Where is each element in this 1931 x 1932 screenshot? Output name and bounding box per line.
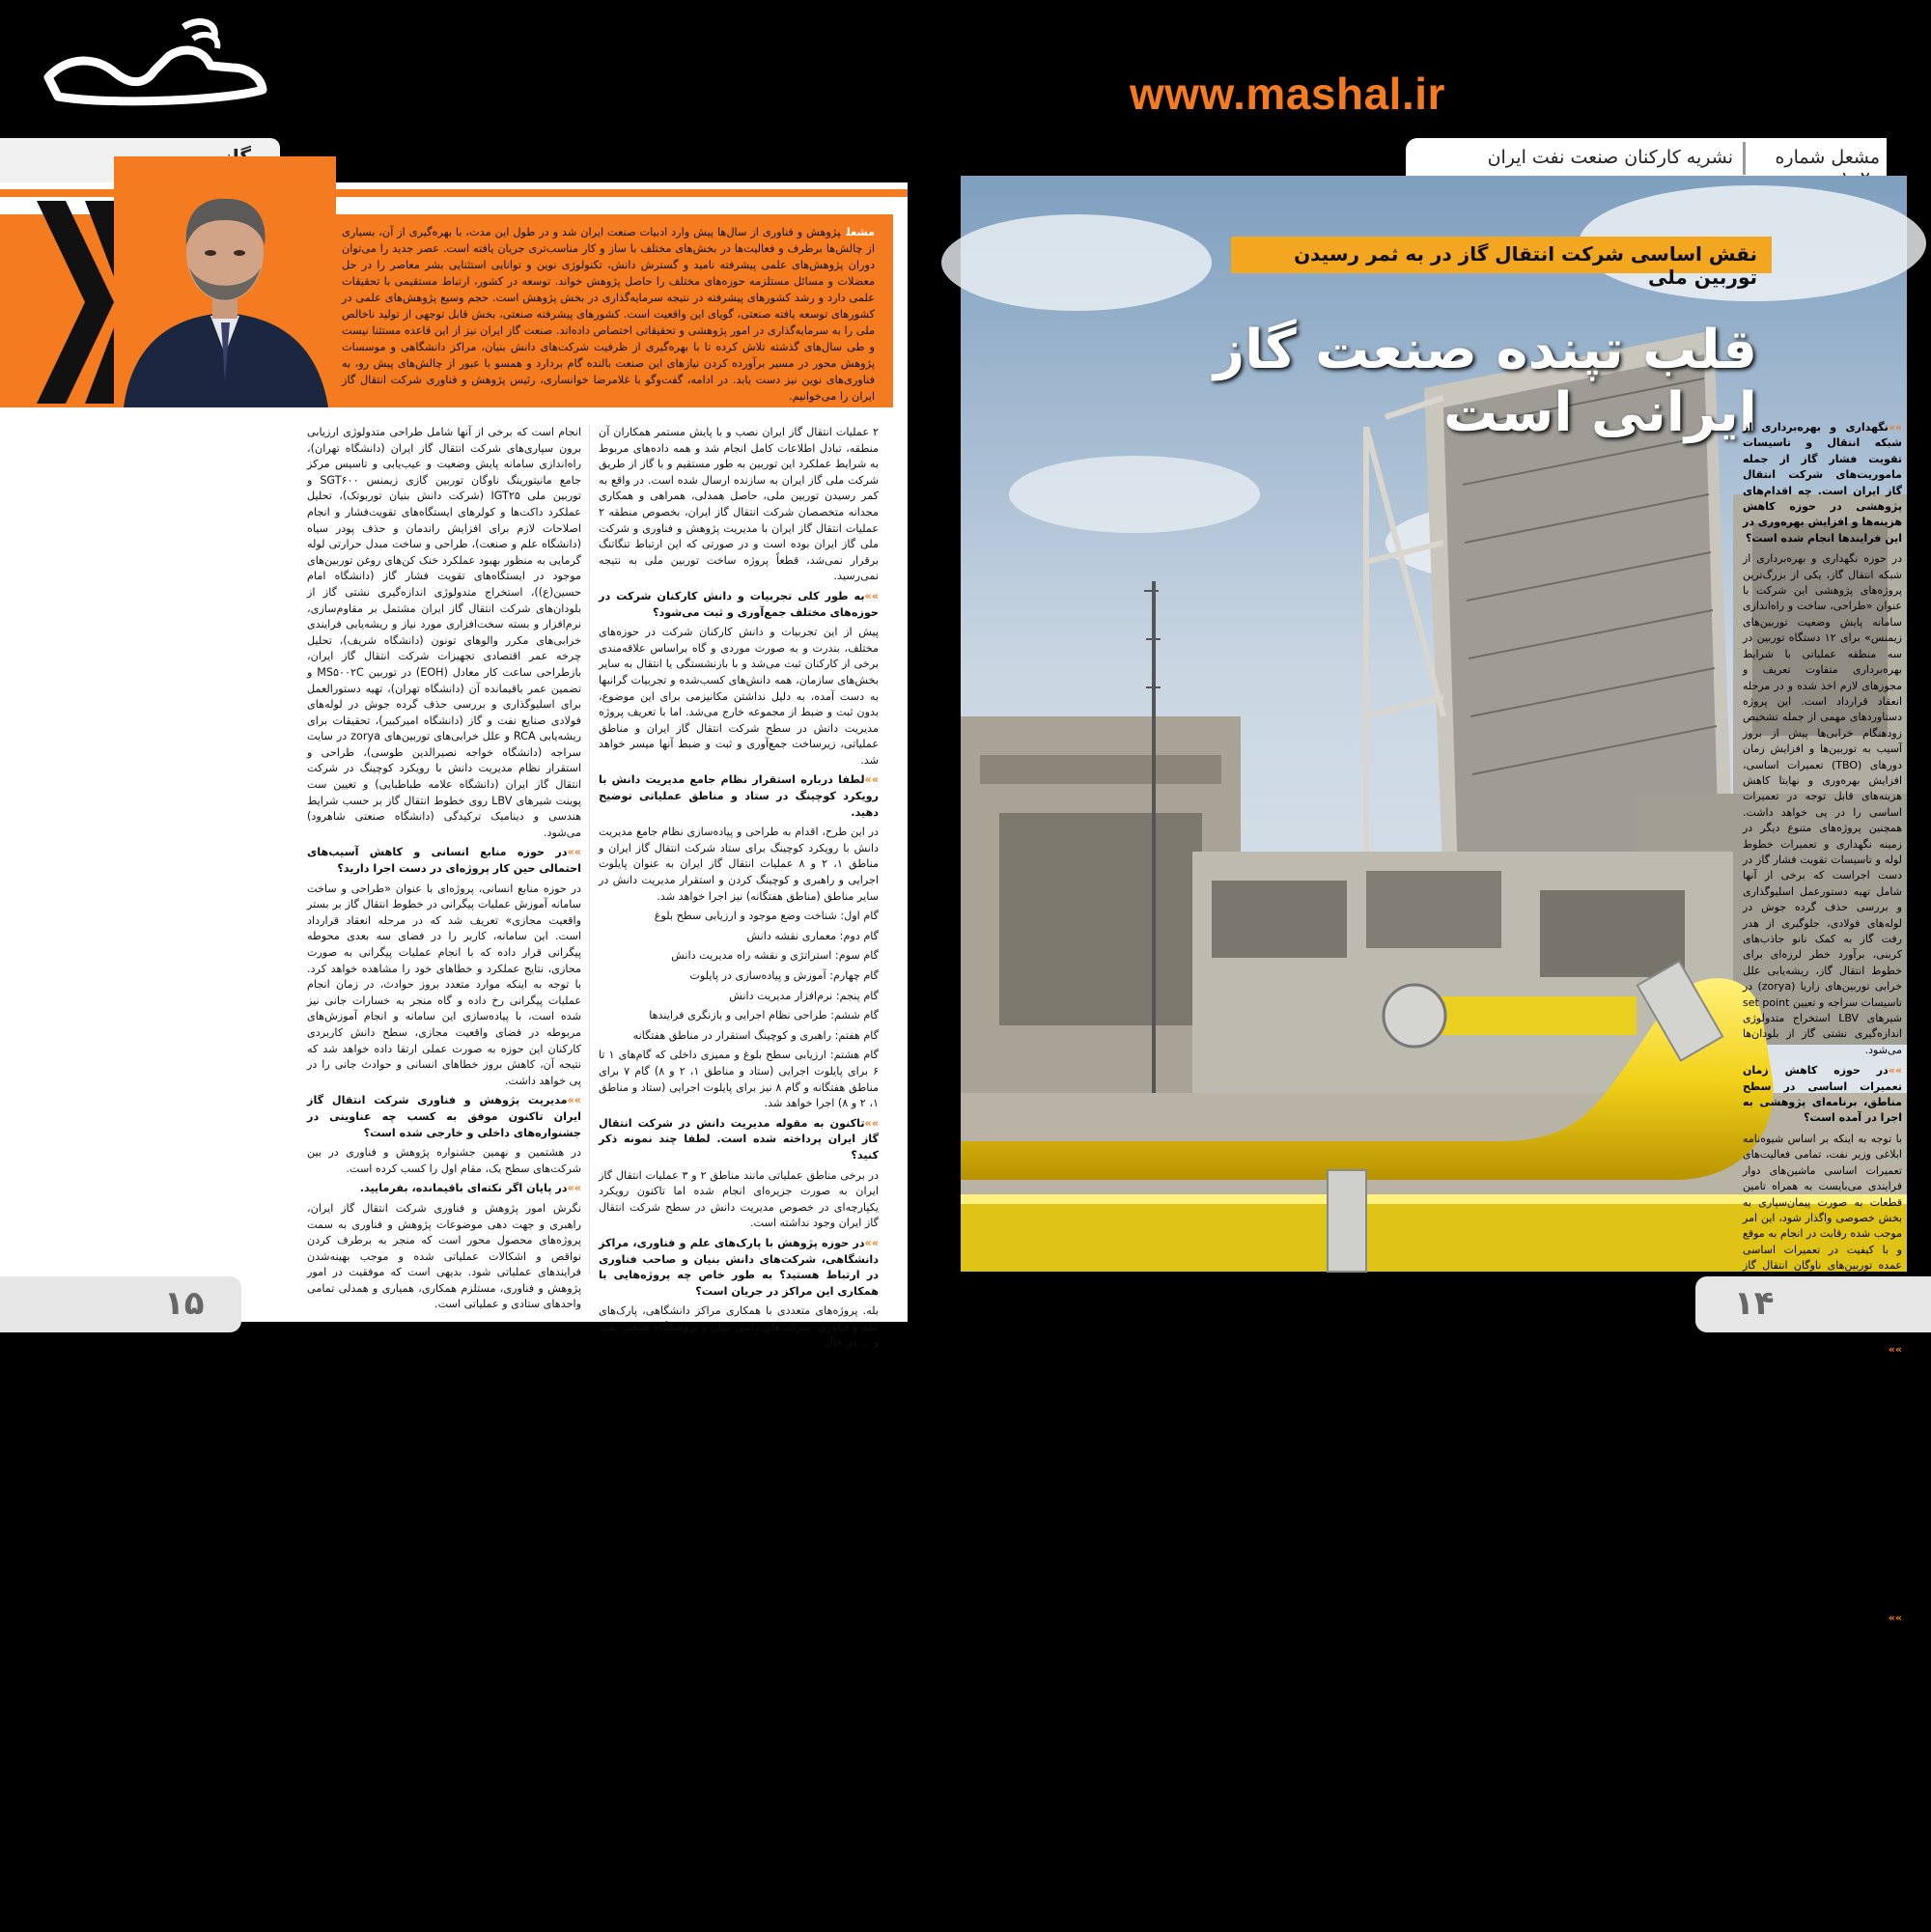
intro-lead: مشعل [846, 226, 875, 238]
left-footer-tab [0, 1276, 241, 1332]
body-paragraph: در برخی مناطق عملیاتی مانند مناطق ۲ و ۳ عملیات انتقال گاز ایران به صورت جزیره‌ای انجام شده اما تاکنون رویکرد یکپارچه‌ای در خصوص مدیریت دانش در سطح شرکت انتقال گاز ایران وجود نداشته است. [599, 1168, 879, 1230]
intro-body: پژوهش و فناوری از سال‌ها پیش وارد ادبیات صنعت ایران شد و در طول این مدت، با بهره‌گیری از آن، بسیاری از چالش‌ها برطرف و فعالیت‌ها در بخش‌های مختلف با ساز و کار مناسب‌تری جریان یافته است. عصر جدید را می‌توان دوران پژوهش‌های علمی پیشرفته نامید و گسترش دانش، تکنولوژی نوین و توانایی استثنایی بشر معاصر را در حل معضلات و مسائل مستلزمه حوزه‌های مختلف را حاصل پژوهش خواند. توسعه در کشور، ارتباط مستقیمی با تحقیقات علمی دارد و رشد کشورهای پیشرفته در نتیجه سرمایه‌گذاری در بخش پژوهش است. حجم وسیع پژوهش‌های علمی در کشورهای توسعه یافته صنعتی، گویای این واقعیت است. کشورهای پیشرفته صنعتی، بخش قابل توجهی از تولید ناخالص ملی را به سرمایه‌گذاری در امور پژوهشی و تحقیقاتی اختصاص داده‌اند. صنعت گاز ایران نیز از این قاعده مستثنا نیست و طی سال‌های گذشته تلاش کرده تا با بهره‌گیری از ظرفیت شرکت‌های دانش بنیان، مراکز دانشگاهی و موسسات پژوهش محور در مسیر برآورده کردن نیازهای این صنعت بالنده گام بردارد و همسو با عبور از چالش‌های پیش رو، به فناوری‌های نوین نیز دست یابد. در ادامه، گفت‌وگو با غلامرضا خوانساری، رئیس پژوهش و فناوری شرکت انتقال گاز ایران را می‌خوانیم. [342, 226, 875, 403]
body-paragraph: با توجه به اینکه بر اساس شیوه‌نامه ابلاغی وزیر نفت، تمامی فعالیت‌های تعمیرات اساسی ماشین‌های دوار فرایندی می‌بایست به همراه تامین قطعات به صورت پیمان‌سپاری به بخش خصوصی واگذار شود، این امر موجب شده رقابت در انجام به موقع و با کیفیت در تعمیرات اساسی عمده توربین‌های ناوگان انتقال گاز [1743, 1132, 1902, 1273]
intro-paragraph [342, 224, 875, 403]
article-subtitle: نقش اساسی شرکت انتقال گاز در به ثمر رسیدن توربین ملی [1294, 242, 1757, 289]
step-item: گام چهارم: آموزش و پیاده‌سازی در پایلوت [689, 969, 879, 982]
body-paragraph: بله. پروژه «جلوگیری از هدر رفت گاز به کمک نانو جاذب‌های کربنی» به منظور ذخیره‌سازی گازهایی که در زمان تخلیه برنامه‌ای تاسیسات تقویت فشار گاز به اتمسفر رها می‌شود، کاربرد دارد و تاکنون حدود ۷۰ درصد پیشرفت داشته است. [1743, 1395, 1902, 1503]
issue-number: مشعل شماره [1775, 147, 1880, 168]
interview-question: »» لطفا درباره استقرار نظام جامع مدیریت دانش با رویکرد کوچینگ در ستاد و مناطق عملیاتی توضیح دهید. [599, 772, 879, 821]
interview-question: »» در حوزه منابع انسانی و کاهش آسیب‌های احتمالی حین کار پروژه‌ای در دست اجرا دارید؟ [307, 845, 581, 877]
interview-question: »» در حال حاضر پروژه فعالی با همکاری پژوهشگاه صنعت نفت دارید؟ [1743, 1342, 1902, 1389]
body-paragraph: انجام است که برخی از آنها شامل طراحی متدولوژی ارزیابی برون سپاری‌های شرکت انتقال گاز ایران (دانشگاه تهران)، راه‌اندازی سامانه پایش وضعیت و عیب‌یابی و تاسیس مرکز جامع مانیتورینگ ناوگان توربین گازی زیمنس SGT۶۰۰ و توربین ملی IGT۲۵ (شرکت دانش بنیان توربوتک)، تحلیل عملکرد داکت‌ها و کولرهای ایستگاه‌های تقویت‌فشار و انجام اصلاحات لازم برای افزایش راندمان و حذف پودر سیاه (دانشگاه علم و صنعت)، طراحی و ساخت مبدل حرارتی لوله گرمایی به منظور بهبود عملکرد خنک کن‌های روغن توربین‌های موجود در ایستگاه‌های تقویت فشار گاز (دانشگاه امام حسین(ع))، استخراج متدولوژی اندازه‌گیری نشتی گاز از بلودان‌های شرکت انتقال گاز ایران مشتمل بر مقاوم‌سازی، نرم‌افزار و بسته سخت‌افزاری مورد نیاز و ریشه‌یابی فرایندی خرابی‌های مکرر والوهای تونون (دانشگاه شریف)، تحلیل چرخه عمر اقتصادی تجهیزات شرکت انتقال گاز ایران، بازطراحی ساعت کار معادل (EOH) در توربین MS۵۰۰۲C و تضمین عمر باقیمانده آن (دانشگاه تهران)، تهیه دستورالعمل برای اسلیوگذاری و بررسی حذف گرده جوش در لوله‌های فولادی صنایع نفت و گاز (دانشگاه امیرکبیر)، تحقیقات برای ریشه‌یابی RCA و علل خرابی‌های توربین‌های zorya در سایت سراجه (دانشگاه خواجه نصیرالدین طوسی)، طراحی و استقرار نظام مدیریت دانش با رویکرد کوچینگ در شرکت انتقال گاز ایران (دانشگاه علامه طباطبایی) و تعیین ست پوینت شیرهای LBV روی خطوط انتقال گاز بر حسب شرایط هندسی و دینامیک ترکیدگی (دانشگاه صنعتی شاهرود) می‌شود. [307, 426, 582, 839]
body-paragraph: بله. پروژه‌های متعددی با همکاری مراکز دانشگاهی، پارک‌های علم و فناوری، شرکت‌های دانش بنیان و پژوهشگاه صنعت نفت و ... در حال [599, 1304, 879, 1350]
interview-question: »» در پایان اگر نکته‌ای باقیمانده، بفرمایید. [307, 1181, 581, 1197]
step-item: گام سوم: استراتژی و نقشه راه مدیریت دانش [671, 949, 879, 963]
body-paragraph: ۲ عملیات انتقال گاز ایران نصب و با پایش مستمر همکاران آن منطقه، تبادل اطلاعات کامل انجام شد و همه داده‌های مربوط به شرایط عملکرد این توربین به طور مستقیم و با گاز از طریق شرکت ملی گاز ایران به سازنده ارسال شده است. در واقع به کمر رسیدن توربین ملی، حاصل همدلی، همراهی و همکاری مجدانه متخصصان شرکت انتقال گاز ایران، بخصوص منطقه ۲ عملیات انتقال گاز ایران با مدیریت پژوهش و فناوری و شرکت ملی گاز ایران بوده است و در صورتی که این ارتباط تنگاتنگ برقرار نمی‌شد، قطعاً پروژه ساخت توربین ملی به نتیجه نمی‌رسید. [599, 426, 879, 583]
right-footer-tab [1695, 1276, 1931, 1332]
interview-question: »» به طور کلی تجربیات و دانش کارکنان شرکت در حوزه‌های مختلف جمع‌آوری و ثبت می‌شود؟ [599, 589, 879, 621]
body-paragraph: در این طرح، اقدام به طراحی و پیاده‌سازی نظام جامع مدیریت دانش با رویکرد کوچینگ برای ستاد شرکت انتقال گاز ایران و مناطق ۱، ۲ و ۸ عملیات انتقال گاز ایران به عنوان پایلوت اجرایی و راهبری و کوچینگ کردن و استقرار مدیریت دانش در سایر مناطق (مناطق هفتگانه) نیز اجرا خواهد شد. [599, 826, 879, 903]
body-paragraph: در هشتمین و نهمین جشنواره پژوهش و فناوری در بین شرکت‌های سطح یک، مقام اول را کسب کرده است. [307, 1146, 581, 1175]
interviewee-portrait [114, 156, 336, 407]
body-paragraph: نگرش امور پژوهش و فناوری شرکت انتقال گاز ایران، راهبری و جهت دهی موضوعات پژوهش و فناوری به سمت پروژه‌های محصول محور است که منجر به برطرف کردن نواقص و اشکالات عملیاتی شده و موجب بهینه‌شدن فرایندهای عملیاتی شود. بدیهی است که موفقیت در امور پژوهش و فناوری، مستلزم همکاری، همیاری و همدلی تمامی واحدهای ستادی و عملیاتی است. [307, 1201, 581, 1311]
interview-question: »» در حوزه کاهش زمان تعمیرات اساسی در سطح مناطق، برنامه‌ای پژوهشی به اجرا در آمده است؟ [1743, 1063, 1902, 1127]
masthead-divider [1743, 142, 1746, 175]
body-paragraph: همچنین در خصوص پروژه ساخت گازیاب‌های لیزری برای تشخیص و پیشگیری از حوادث ناشی از تشکیل ابرمتان در تاسیسات سراجه، در حال مذاکره با پژوهشگاه صنعت نفت هستیم. [1743, 1511, 1902, 1604]
page-number-left: ۱۵ [164, 1284, 205, 1323]
step-item: گام هشتم: ارزیابی سطح بلوغ و ممیزی داخلی که گام‌های ۱ تا ۶ برای پایلوت اجرایی (ستاد و مناطق ۱، ۲ و ۸) گام ۷ برای مناطق هفتگانه و گام ۸ نیز برای پایلوت اجرایی (ستاد و مناطق ۱، ۲ و ۸) اجرا خواهد شد. [599, 1049, 880, 1110]
article-headline: قلب تپنده صنعت گاز ایرانی است [1213, 319, 1757, 444]
body-paragraph: در حوزه نگهداری و بهره‌برداری از شبکه انتقال گاز، یکی از بزرگ‌ترین پروژه‌های پژوهشی این شرکت با عنوان «طراحی، ساخت و راه‌اندازی سامانه پایش وضعیت توربین‌های زیمنس» برای ۱۲ دستگاه توربین در سه منطقه عملیاتی با شرایط بهره‌برداری متفاوت تعریف و مجوزهای لازم اخذ شده و در مرحله انعقاد قرارداد است. این پروژه دستاوردهای مهمی از جمله تشخیص زودهنگام خرابی‌ها پیش از بروز آسیب به توربین‌ها و افزایش زمان دورهای (TBO) تعمیرات اساسی، افزایش بهره‌وری و نهایتا کاهش هزینه‌های قابل توجه در تعمیرات اساسی را در پی خواهد داشت. همچنین پروژه‌های متنوع دیگر در زمینه نگهداری و تعمیرات خطوط لوله و تاسیسات تقویت فشار گاز در دست اجراست که برخی از آنها شامل تهیه دستورعمل اسلیوگذاری و بررسی حذف گرده جوش در لوله‌های فولادی، جلوگیری از هدر رفت گاز به کمک نانو جاذب‌های کربنی، برآورد خطر لرزه‌ای برای خطوط انتقال گاز، ریشه‌یابی علل خرابی توربین‌های زاریا (zorya) در تاسیسات سراجه و تعیین set point شیرهای LBV استخراج متدولوژی اندازه‌گیری نشتی گاز از بلودان‌ها می‌شود. [1743, 552, 1902, 1056]
interview-question: »» تاکنون به مقوله مدیریت دانش در شرکت انتقال گاز ایران پرداخته شده است. لطفا چند نمونه ذکر کنید؟ [599, 1116, 879, 1164]
left-page-column-left [307, 425, 582, 1311]
step-item: گام اول: شناخت وضع موجود و ارزیابی سطح بلوغ [654, 910, 879, 923]
body-paragraph: در حوزه منابع انسانی، پروژه‌ای با عنوان «طراحی و ساخت سامانه آموزش عملیات پیگرانی در خطوط انتقال گاز بر بستر واقعیت مجازی» تعریف شد که در مرحله انعقاد قرارداد است. این سامانه، کاربر را در فضای سه بعدی محوطه پیگرانی قرار داده که با انجام عملیات پیگرانی به صورت مجازی، نتایج عملکرد و خطاهای خود را مشاهده خواهد کرد. با توجه به اینکه موارد متعدد بروز حوادث، در زمان انجام عملیات پیگرانی رخ داده و گاه منجر به خسارات جانی نیز شده است، با پیاده‌سازی این سامانه و انجام آموزش‌های مربوطه در فضای واقعیت مجازی، سطح دانش کاربردی کارکنان این حوزه به صورت عملی ارتقا داده خواهد شد که نتیجه آن، کاهش بروز خطاهای انسانی و حوادث جانی را در پی خواهد داشت. [307, 882, 581, 1087]
page-number-right: ۱۴ [1734, 1284, 1775, 1323]
step-item: گام هفتم: راهبری و کوچینگ استقرار در مناطق هفتگانه [632, 1028, 879, 1042]
interview-question: »» توربین ملی از جمله افتخارات صنعت گاز به شمار می‌آید. تحلیل‌ها و گزارش‌های خود برای افزایش بهره‌وری و توسعه دانش این تجهیز راهبردی را با مدیریت پژوهش و شرکت سازنده در میان می‌گذارید؟ [1743, 1610, 1902, 1737]
column-divider [589, 425, 590, 1274]
body-paragraph: پیش از این تجربیات و دانش کارکنان شرکت در حوزه‌های مختلف، بندرت و به صورت موردی و گاه براساس علاقه‌مندی برخی از کارکنان ثبت می‌شد و با بازنشستگی یا انتقال به سایر بخش‌های سازمان، همه دانش‌های کسب‌شده و تجربیات گرانبها به دست آمده، به دلیل نداشتن مکانیزمی برای این موضوع، بدون ثبت و ضبط از مجموعه خارج می‌شد. اما با تعریف پروژه مدیریت دانش در سطح شرکت انتقال گاز ایران و مناطق عملیاتی، زیرساخت جمع‌آوری و ثبت و ضبط آنها میسر خواهد شد. [599, 626, 879, 767]
step-item: گام پنجم: نرم‌افزار مدیریت دانش [729, 989, 879, 1002]
left-page [0, 0, 927, 1365]
right-page [927, 0, 1931, 1930]
website-url[interactable]: www.mashal.ir [1130, 69, 1445, 119]
mashal-logo [39, 17, 270, 114]
step-item: گام ششم: طراحی نظام اجرایی و بازنگری فرایندها [649, 1009, 879, 1022]
publication-title: نشریه کارکنان صنعت نفت ایران [1487, 147, 1733, 168]
body-paragraph: پروژه توربین ملی در مدیریت پژوهش و فناوری شرکت ملی گاز ایران تعریف شد و مدیرعامل وقت و معاونت مهندسی در ایستگاه‌ها از اعضای شورای راهبری توربین ملی بوده و ارتباط بسیار تنگاتنگی بین شرکت انتقال گاز ایران و شرکت ملی گاز ایران برای به ثمر رساندن این پروژه عظیم وجود داشته و تاکنون نیز ادامه دارد. اولین توربین ملی IGT۲۵ در تاسیسات تقویت فشار گاز دهق، واقع در منطقه [1743, 1742, 1903, 1930]
step-item: گام دوم: معماری نقشه دانش [746, 929, 879, 942]
interview-question: »» در حوزه پژوهش با پارک‌های علم و فناوری، مراکز دانشگاهی، شرکت‌های دانش بنیان و صاحب فناوری در ارتباط هستید؟ به طور خاص چه پروژه‌هایی با همکاری این مراکز در جریان است؟ [599, 1236, 879, 1300]
left-page-column-right [599, 425, 880, 1350]
interview-question: »» نگهداری و بهره‌برداری از شبکه انتقال و تاسیسات تقویت فشار گاز از جمله ماموریت‌های شرکت انتقال گاز ایران است. چه اقدام‌های پژوهشی در حوزه کاهش هزینه‌ها و افزایش بهره‌وری در این فرایندها انجام شده است؟ [1743, 420, 1902, 546]
interview-question: »» مدیریت پژوهش و فناوری شرکت انتقال گاز ایران تاکنون موفق به کسب چه عناوینی در جشنواره‌های داخلی و خارجی شده است؟ [307, 1093, 581, 1141]
